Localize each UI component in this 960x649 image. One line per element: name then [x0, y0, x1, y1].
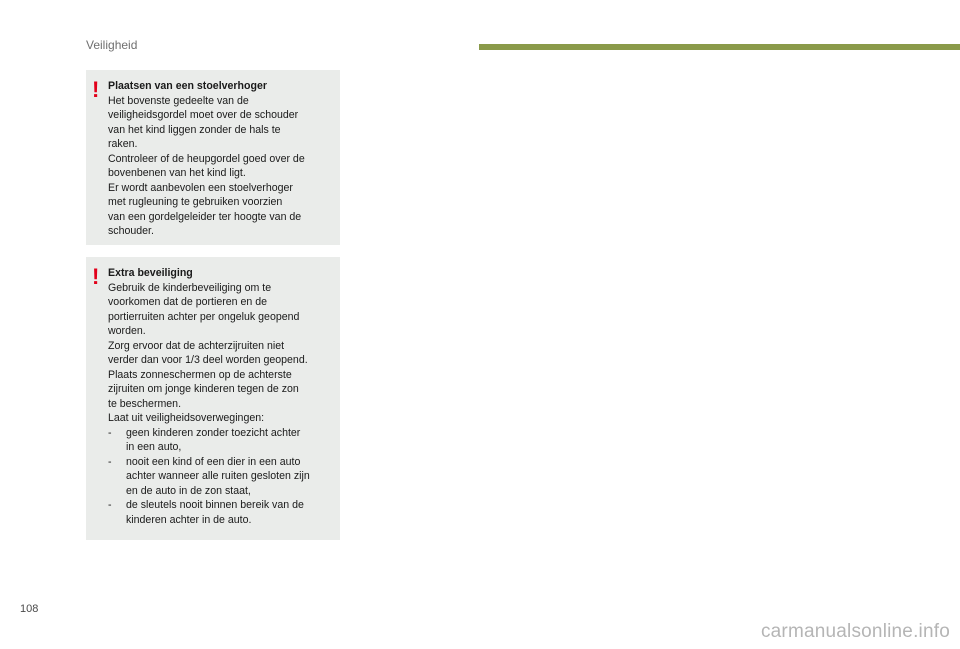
warning-text: Het bovenste gedeelte van de veiligheidsgordel moet over de schouder van het kind liggen zonder de hals te raken. Controleer of de heupgordel goed over de bovenbenen van het kind ligt. Er wordt aanbevolen een stoelverhoger met rugleuning te gebruiken voorzien van een gordelgeleider ter hoogte van de schouder. [108, 94, 305, 237]
list-item-text: de sleutels nooit binnen bereik van de kinderen achter in de auto. [126, 499, 304, 526]
watermark: carmanualsonline.info [760, 621, 950, 642]
warning-text: Gebruik de kinderbeveiliging om te voorkomen dat de portieren en de portierruiten achter per ongeluk geopend worden. Zorg ervoor dat de achterzijruiten niet verder dan voor 1/3 deel worden geopend. Plaats zonneschermen op de achterste zijruiten om jonge kinderen tegen de zon te beschermen. Laat uit veiligheidsoverwegingen: [108, 281, 308, 424]
list-dash: - [108, 499, 112, 511]
warning-box-booster-seat [86, 70, 340, 245]
warning-exclamation-icon: ! [92, 77, 100, 102]
warning-list [108, 426, 334, 528]
warning-box-extra-security [86, 257, 340, 540]
list-dash: - [108, 455, 112, 468]
page-number: 108 [20, 603, 39, 615]
list-item-text: nooit een kind of een dier in een auto achter wanneer alle ruiten gesloten zijn en de auto in de zon staat, [126, 455, 310, 497]
section-title: Veiligheid [86, 38, 138, 52]
list-item [108, 455, 334, 499]
list-item [108, 426, 334, 455]
warning-title: Extra beveiliging [108, 267, 193, 279]
warning-title: Plaatsen van een stoelverhoger [108, 80, 267, 92]
list-item-text: geen kinderen zonder toezicht achter in een auto, [126, 426, 301, 453]
list-item [108, 498, 334, 527]
section-accent-bar [479, 44, 960, 50]
warning-exclamation-icon: ! [92, 264, 100, 289]
list-dash: - [108, 426, 112, 439]
